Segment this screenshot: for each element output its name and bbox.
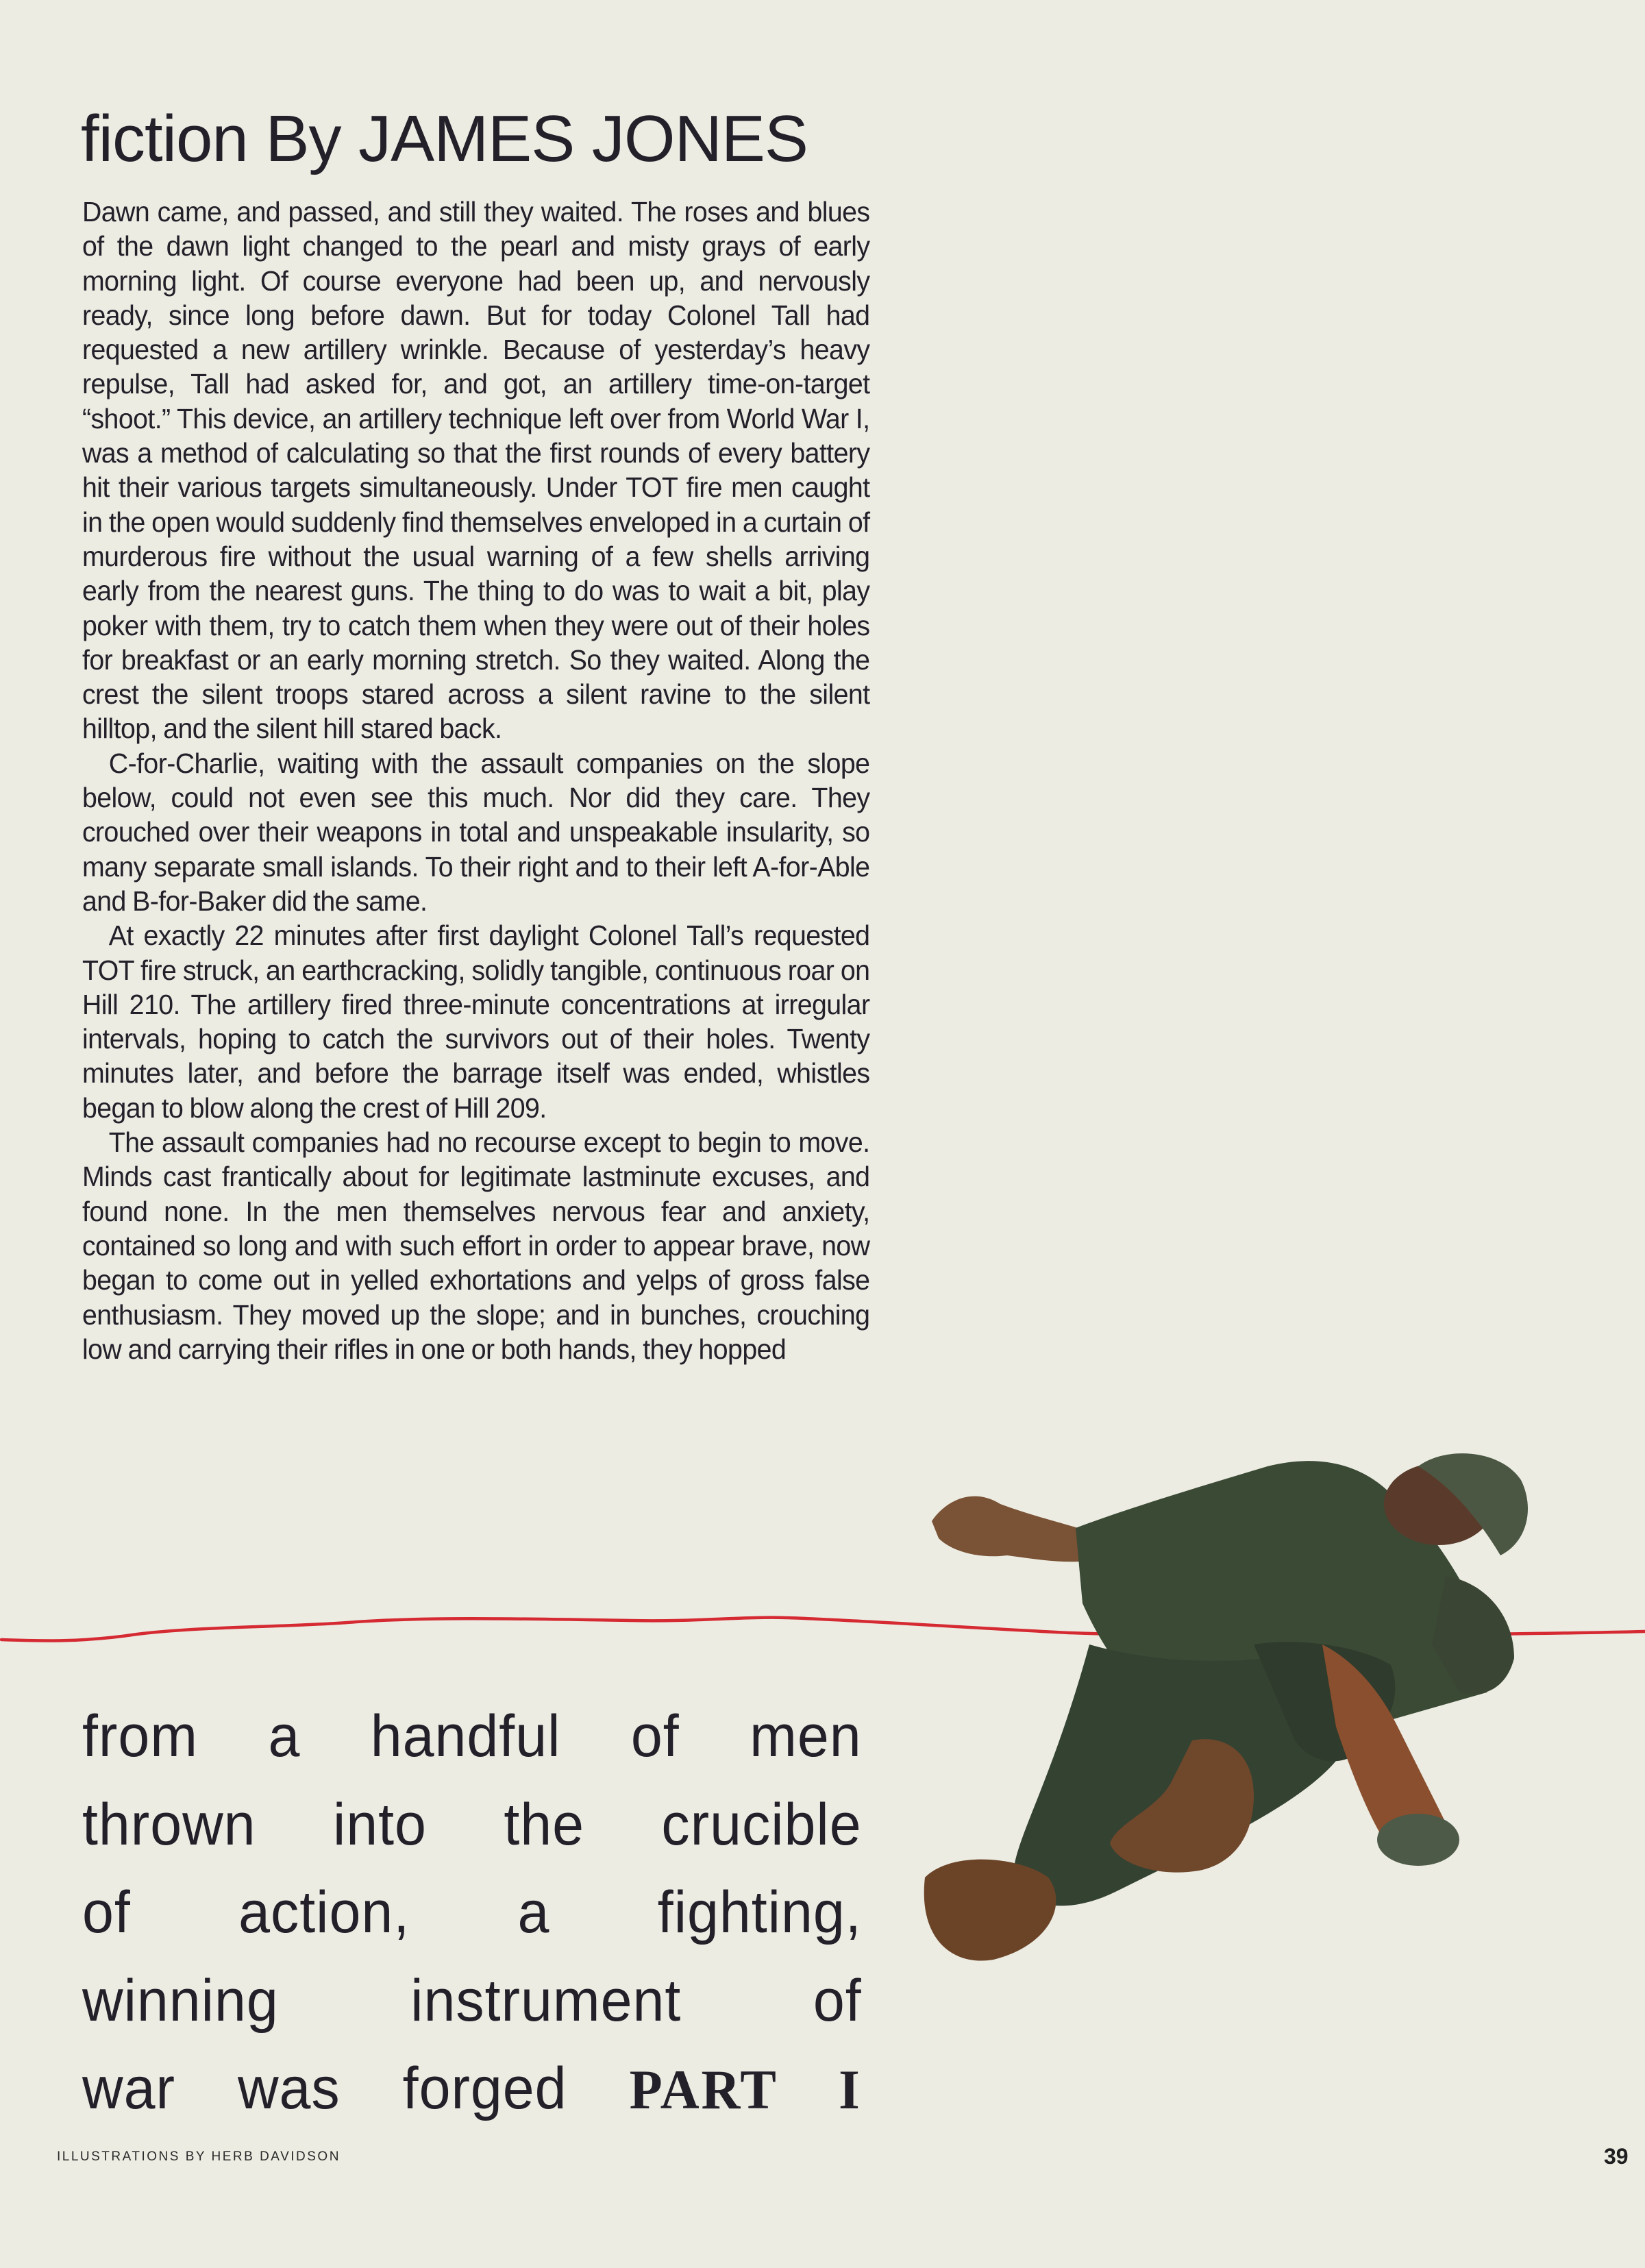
illustration-credit: ILLUSTRATIONS BY HERB DAVIDSON bbox=[57, 2149, 341, 2164]
rifle-butt-plate bbox=[1377, 1814, 1459, 1866]
pull-quote-line: winning instrument of bbox=[82, 1967, 862, 2034]
fallen-soldier-illustration bbox=[911, 1439, 1624, 1987]
part-label: PART I bbox=[629, 2058, 862, 2121]
paragraph: C-for-Charlie, waiting with the assault companies on the slope below, could not even see this much. Nor did they care. They crouched over their weapons in total and unspeakable insularity, so many separate small islands. To their right and to their left A-for-Able and B-for-Baker did the same. bbox=[82, 747, 870, 917]
pull-quote-line: thrown into the crucible bbox=[82, 1791, 862, 1858]
paragraph: Dawn came, and passed, and still they waited. The roses and blues of the dawn light changed to the pearl and misty grays of early morning light. Of course everyone had been up, and nervously ready, since long before dawn. But for today Colonel Tall had requested a new artillery wrinkle. Because of yesterday’s heavy repulse, Tall had asked for, and got, an artillery time-on-target “shoot.” This device, an artillery technique left over from World War I, was a method of calculating so that the first rounds of every battery hit their various targets simultaneously. Under TOT fire men caught in the open would suddenly find themselves enveloped in a curtain of murderous fire without the usual warning of a few shells arriving early from the nearest guns. The thing to do was to wait a bit, play poker with them, try to catch them when they were out of their holes for breakfast or an early morning stretch. So they waited. Along the crest the silent troops stared across a silent ravine to the silent hilltop, and the silent hill stared back. bbox=[82, 196, 870, 745]
pull-quote-line: war was forged bbox=[82, 2056, 567, 2121]
pull-quote bbox=[82, 1692, 862, 2134]
page-number: 39 bbox=[1604, 2144, 1629, 2169]
article-title: fiction By JAMES JONES bbox=[81, 102, 808, 175]
pull-quote-last-line bbox=[82, 2045, 862, 2134]
pull-quote-line: from a handful of men bbox=[82, 1703, 862, 1769]
paragraph: The assault companies had no recourse except to begin to move. Minds cast frantically about for legitimate lastminute excuses, and found none. In the men themselves nervous fear and anxiety, contained so long and with such effort in order to appear brave, now began to come out in yelled exhortations and yelps of gross false enthusiasm. They moved up the slope; and in bunches, crouching low and carrying their rifles in one or both hands, they hopped bbox=[82, 1126, 870, 1365]
pull-quote-line: of action, a fighting, bbox=[82, 1879, 862, 1945]
paragraph: At exactly 22 minutes after first daylight Colonel Tall’s requested TOT fire struck, an earthcracking, solidly tangible, continuous roar on Hill 210. The artillery fired three-minute concentrations at irregular intervals, hoping to catch the survivors out of their holes. Twenty minutes later, and before the barrage itself was ended, whistles began to blow along the crest of Hill 209. bbox=[82, 920, 870, 1124]
article-body bbox=[82, 195, 869, 1366]
boot-left bbox=[924, 1860, 1056, 1961]
